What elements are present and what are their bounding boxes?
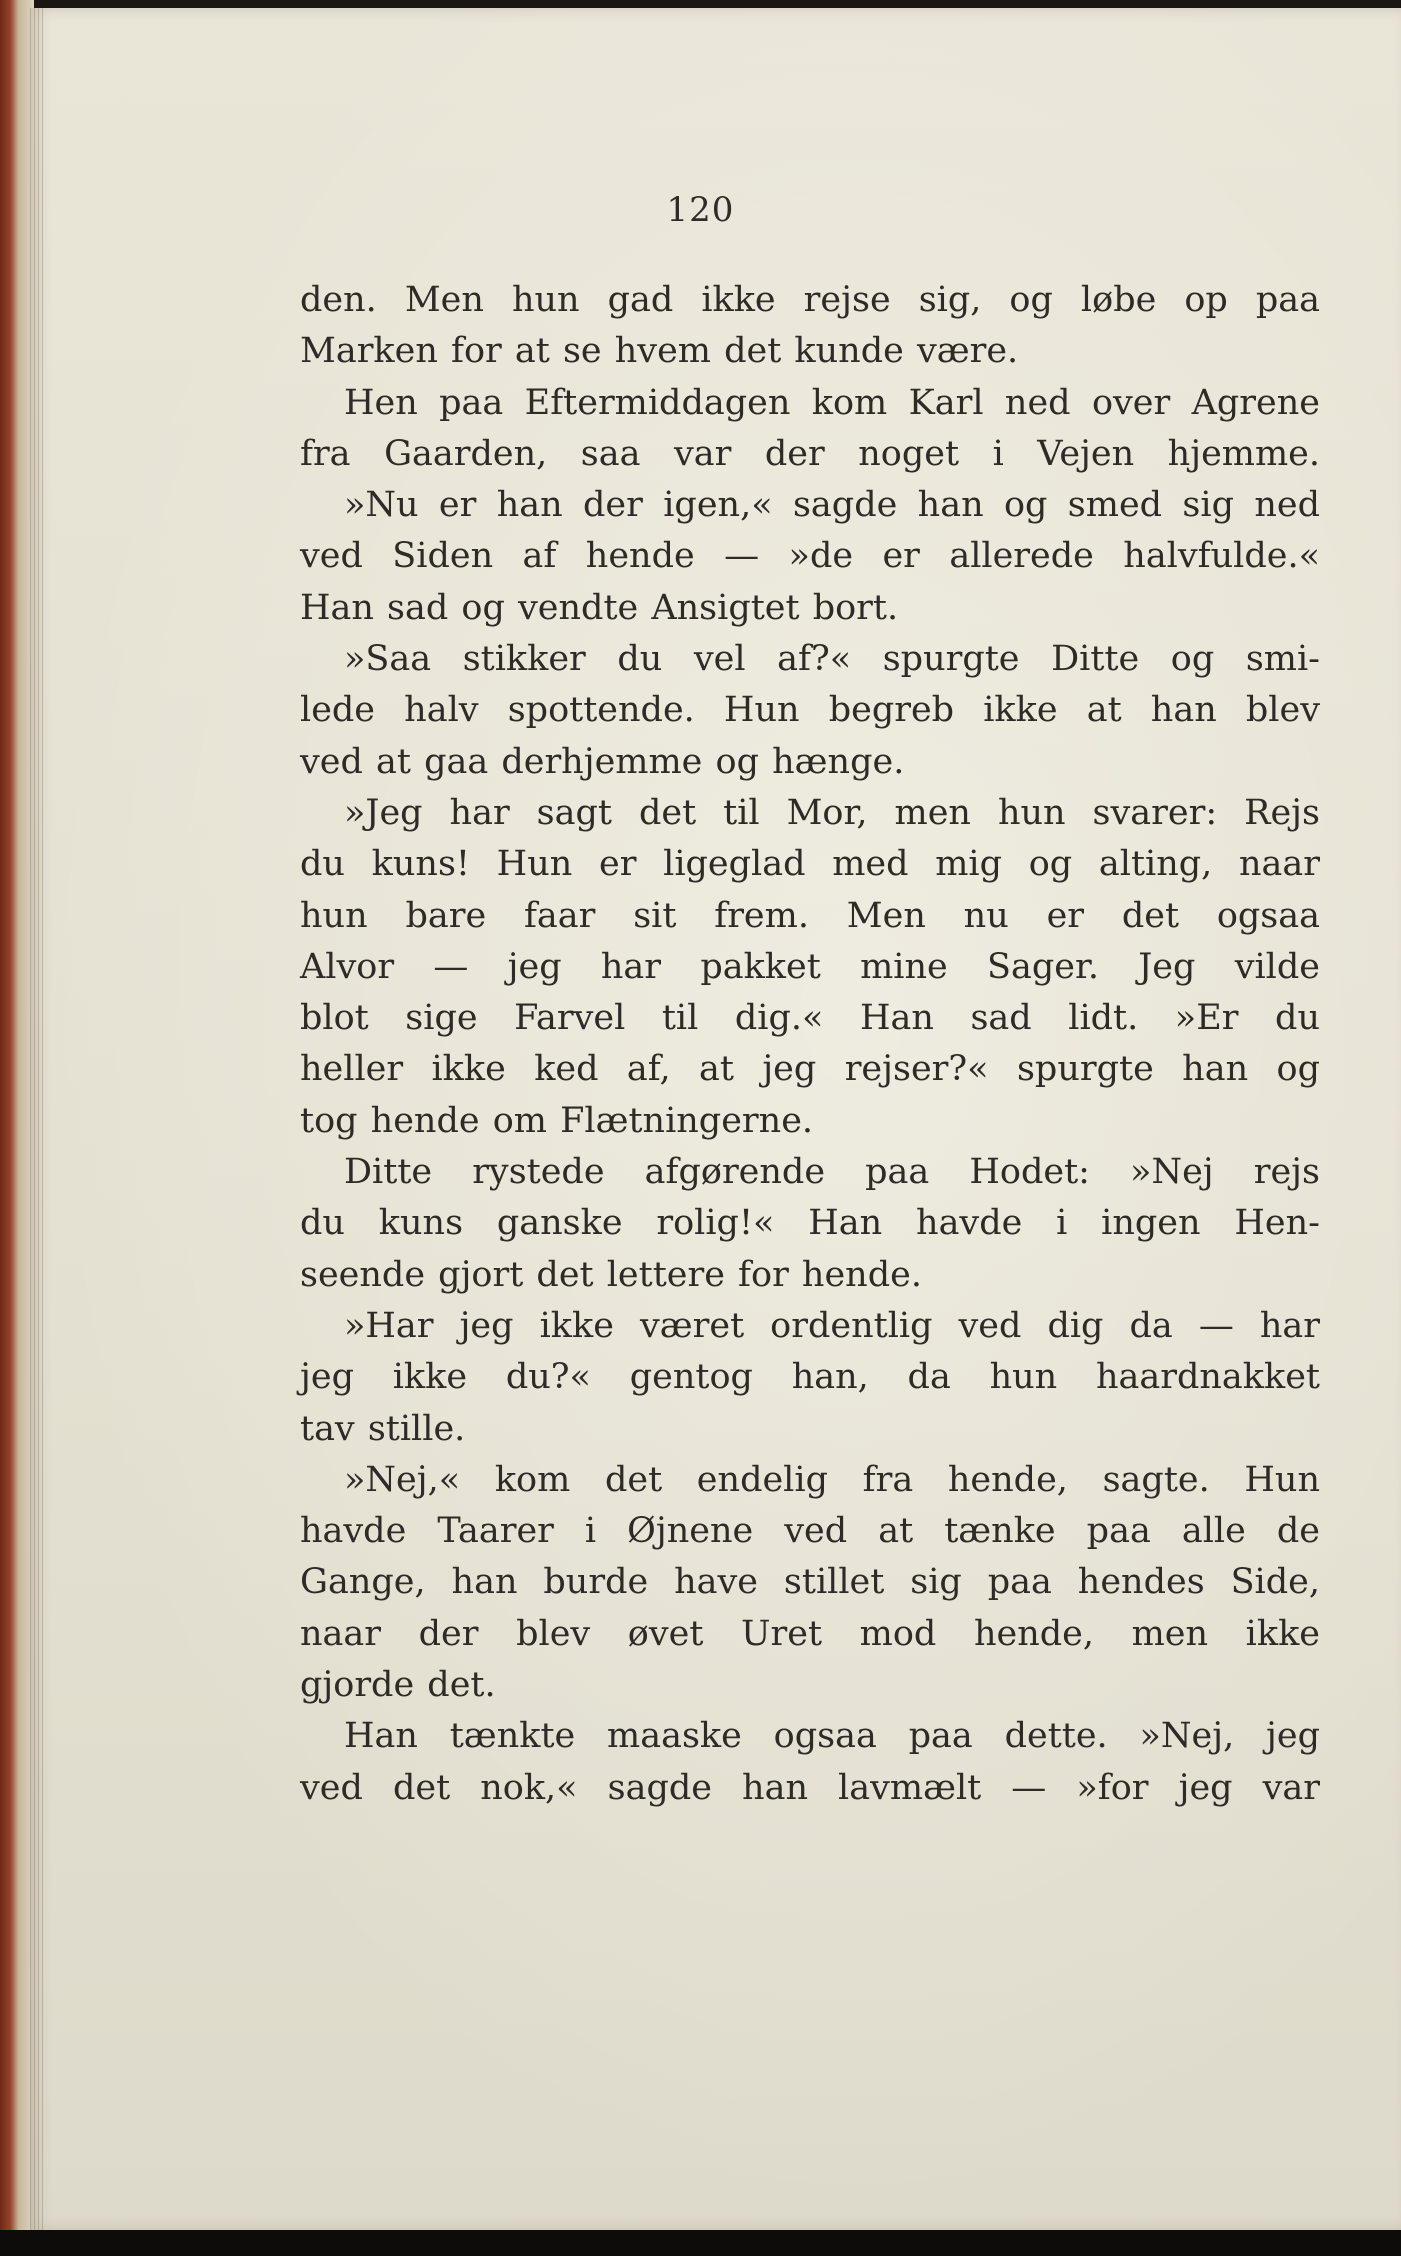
book-binding: [0, 0, 34, 2256]
text-line: Ditte rystede afgørende paa Hodet: »Nej rejs: [344, 1152, 1320, 1193]
text-line: ved Siden af hende — »de er allerede halvfulde.«: [300, 536, 1320, 577]
scan-bottom-edge: [0, 2230, 1401, 2256]
text-line: ved at gaa derhjemme og hænge.: [300, 741, 905, 782]
text-line: »Nu er han der igen,« sagde han og smed sig ned: [344, 485, 1320, 526]
text-line: hun bare faar sit frem. Men nu er det ogsaa: [300, 895, 1320, 936]
text-line: tav stille.: [300, 1408, 466, 1449]
text-line: lede halv spottende. Hun begreb ikke at han blev: [300, 690, 1320, 731]
text-line: Han sad og vendte Ansigtet bort.: [300, 587, 899, 628]
text-line: den. Men hun gad ikke rejse sig, og løbe op paa: [300, 280, 1320, 320]
text-line: du kuns ganske rolig!« Han havde i ingen Hen-: [300, 1203, 1320, 1244]
text-line: jeg ikke du?« gentog han, da hun haardnakket: [300, 1357, 1320, 1398]
text-line: »Har jeg ikke været ordentlig ved dig da — har: [344, 1305, 1320, 1346]
text-line: Marken for at se hvem det kunde være.: [300, 331, 1019, 372]
text-line: blot sige Farvel til dig.« Han sad lidt. »Er du: [300, 998, 1320, 1039]
text-line: tog hende om Flætningerne.: [300, 1100, 814, 1141]
text-line: du kuns! Hun er ligeglad med mig og alting, naar: [300, 844, 1320, 885]
text-line: Hen paa Eftermiddagen kom Karl ned over Agrene: [344, 382, 1320, 423]
text-line: havde Taarer i Øjnene ved at tænke paa alle de: [300, 1511, 1320, 1552]
page-edges: [30, 8, 44, 2230]
text-line: seende gjort det lettere for hende.: [300, 1254, 922, 1295]
text-line: Gange, han burde have stillet sig paa hendes Side,: [300, 1562, 1320, 1603]
body-text: [300, 275, 1320, 1814]
text-line: »Nej,« kom det endelig fra hende, sagte. Hun: [344, 1459, 1320, 1500]
text-line: Han tænkte maaske ogsaa paa dette. »Nej, jeg: [344, 1716, 1320, 1757]
page-number: 120: [666, 190, 735, 230]
text-line: heller ikke ked af, at jeg rejser?« spurgte han og: [300, 1049, 1320, 1090]
text-line: Alvor — jeg har pakket mine Sager. Jeg vilde: [300, 946, 1320, 987]
text-line: gjorde det.: [300, 1665, 496, 1706]
text-line: »Saa stikker du vel af?« spurgte Ditte og smi-: [344, 639, 1320, 680]
text-line: ved det nok,« sagde han lavmælt — »for jeg var: [300, 1767, 1320, 1808]
text-line: naar der blev øvet Uret mod hende, men ikke: [300, 1613, 1320, 1654]
text-line: »Jeg har sagt det til Mor, men hun svarer: Rejs: [344, 792, 1320, 833]
text-line: fra Gaarden, saa var der noget i Vejen hjemme.: [300, 433, 1320, 474]
